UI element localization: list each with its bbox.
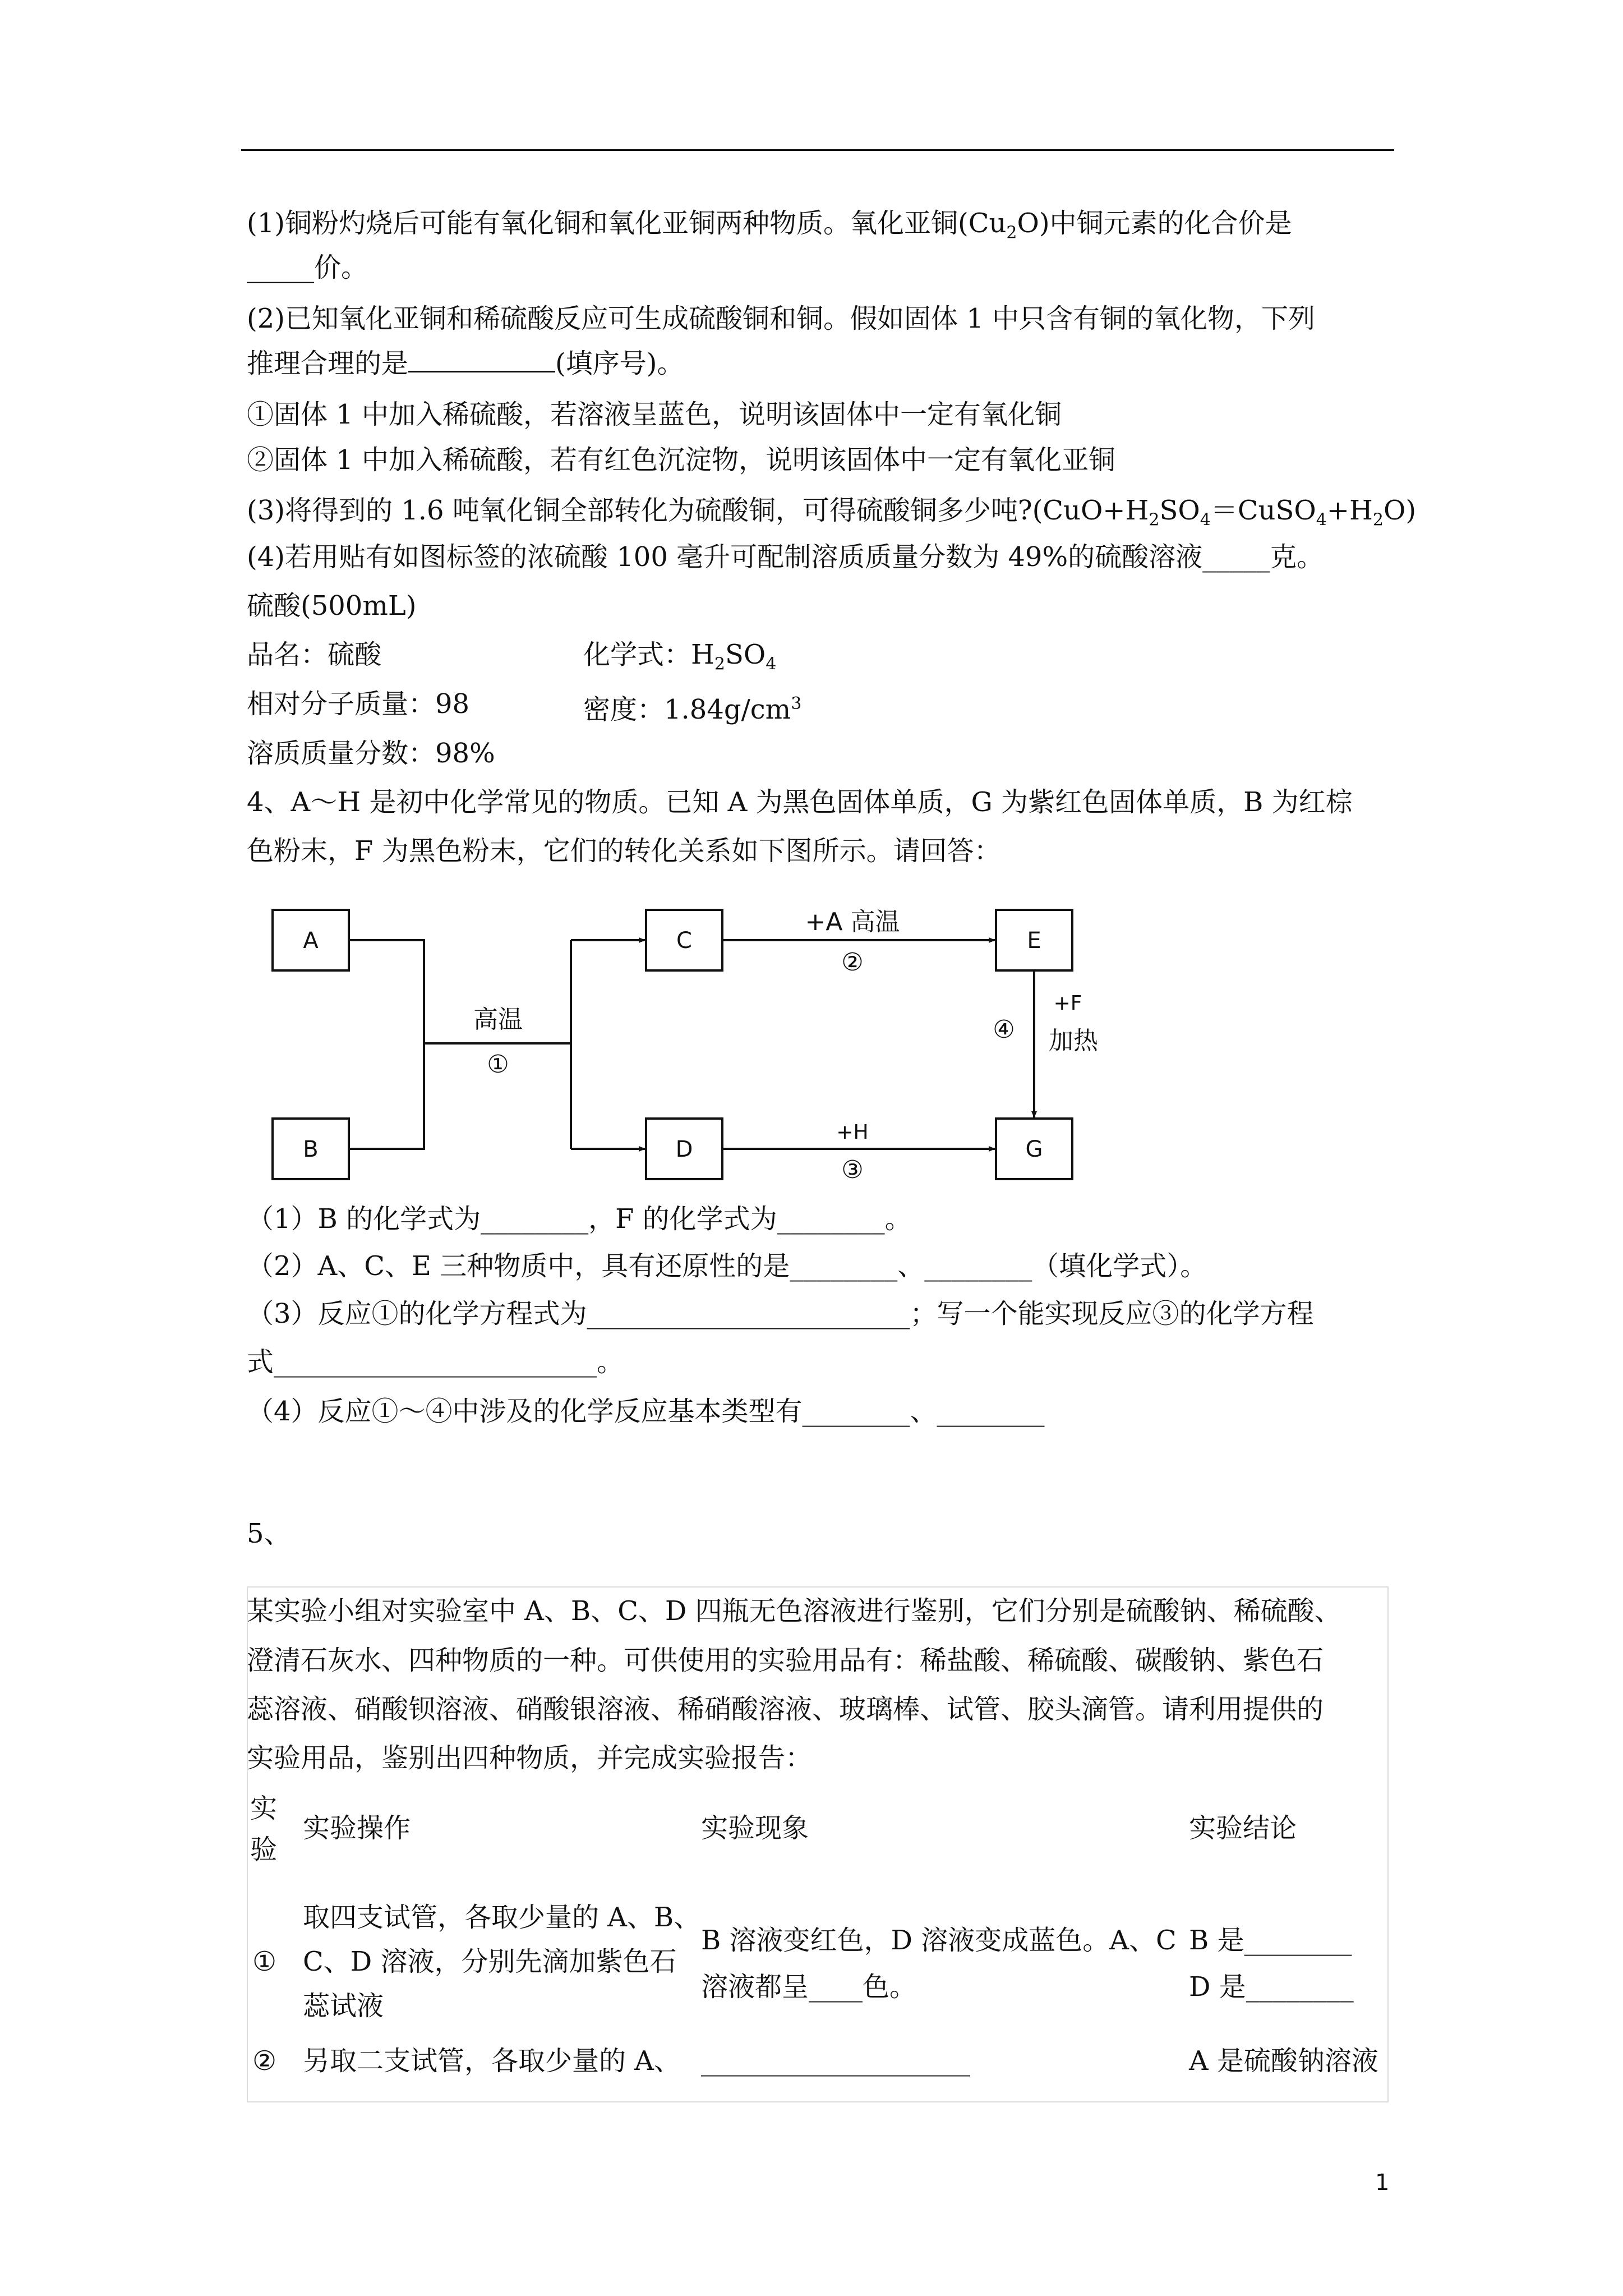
row2-operation: 另取二支试管，各取少量的 A、 [303, 2045, 681, 2077]
reaction4-condition-reagent: +F [1053, 992, 1082, 1015]
q3-sub1-line1: (1)铜粉灼烧后可能有氧化铜和氧化亚铜两种物质。氧化亚铜$(Cu_2O)$中铜元素的化合价是 [247, 208, 1292, 243]
label-c: C [676, 928, 692, 954]
header-col0-line2: 验 [250, 1834, 278, 1865]
reaction4-condition-heat: 加热 [1049, 1027, 1098, 1055]
label-name: 品名：硫酸 [247, 639, 382, 670]
q4-sub2: （2）A、C、E 三种物质中，具有还原性的是________、________（填化学式）。 [247, 1250, 1207, 1282]
label-title: 硫酸(500mL) [247, 590, 417, 622]
q4-sub4: （4）反应①～④中涉及的化学反应基本类型有________、________ [247, 1396, 1045, 1427]
q4-sub1: （1）B 的化学式为________，F 的化学式为________。 [247, 1203, 912, 1235]
option-2: ②固体 1 中加入稀硫酸，若有红色沉淀物，说明该固体中一定有氧化亚铜 [247, 444, 1116, 476]
label-g: G [1025, 1137, 1043, 1162]
q4-sub3-line2: 式________________________。 [247, 1346, 624, 1378]
q4-sub3-line1: （3）反应①的化学方程式为________________________；写一个能实现反应③的化学方程 [247, 1298, 1314, 1329]
row1-conclusion-line2: D 是________ [1189, 1971, 1354, 2003]
page-number: 1 [1375, 2170, 1390, 2196]
q5-number: 5、 [247, 1518, 291, 1549]
reaction2-number: ② [841, 948, 864, 977]
reaction1-condition: 高温 [473, 1005, 523, 1034]
label-mass-fraction: 溶质质量分数：98% [247, 738, 495, 769]
header-rule [241, 149, 1394, 151]
label-e: E [1027, 928, 1041, 954]
reaction2-condition: +A 高温 [805, 908, 900, 936]
row1-phenomenon-line2: 溶液都呈____色。 [701, 1971, 917, 2003]
reaction3-condition: +H [836, 1121, 869, 1144]
header-conclusion: 实验结论 [1189, 1812, 1297, 1844]
header-phenomenon: 实验现象 [701, 1812, 809, 1844]
conversion-diagram [264, 898, 1127, 1184]
row1-phenomenon-line1: B 溶液变红色，D 溶液变成蓝色。A、C [701, 1925, 1177, 1956]
header-operation: 实验操作 [303, 1812, 411, 1844]
q4-intro-line1: 4、A～H 是初中化学常见的物质。已知 A 为黑色固体单质，G 为紫红色固体单质，B 为红棕 [247, 786, 1353, 818]
reaction3-number: ③ [841, 1156, 864, 1184]
q3-sub1-line2: _____价。 [247, 252, 368, 283]
label-formula: 化学式：$H_2SO_4$ [583, 639, 777, 674]
q4-intro-line2: 色粉末，F 为黑色粉末，它们的转化关系如下图所示。请回答： [247, 835, 1001, 867]
label-a: A [303, 928, 319, 954]
q5-para-line2: 澄清石灰水、四种物质的一种。可供使用的实验用品有：稀盐酸、稀硫酸、碳酸钠、紫色石 [247, 1645, 1324, 1676]
label-density: 密度：$1.84g/cm^3$ [583, 694, 802, 725]
row1-operation-line3: 蕊试液 [303, 1990, 384, 2022]
row1-conclusion-line1: B 是________ [1189, 1925, 1352, 1956]
merge-line [349, 940, 424, 1149]
answer-blank [408, 346, 555, 372]
q3-sub2-line2: 推理合理的是 (填序号)。 [247, 346, 684, 380]
row1-number: ① [252, 1946, 277, 1977]
q3-sub2-line1: (2)已知氧化亚铜和稀硫酸反应可生成硫酸铜和铜。假如固体 1 中只含有铜的氧化物，下列 [247, 303, 1316, 334]
q5-para-line1: 某实验小组对实验室中 A、B、C、D 四瓶无色溶液进行鉴别，它们分别是硫酸钠、稀硫酸、 [247, 1595, 1341, 1627]
reaction4-number: ④ [993, 1015, 1015, 1044]
header-col0-line1: 实 [250, 1793, 278, 1824]
row1-operation-line2: C、D 溶液，分别先滴加紫色石 [303, 1946, 677, 1977]
option-1: ①固体 1 中加入稀硫酸，若溶液呈蓝色，说明该固体中一定有氧化铜 [247, 399, 1062, 430]
q5-para-line4: 实验用品，鉴别出四种物质，并完成实验报告： [247, 1742, 813, 1774]
row1-operation-line1: 取四支试管，各取少量的 A、B、 [303, 1902, 701, 1933]
label-b: B [303, 1137, 319, 1162]
row2-phenomenon: ____________________ [701, 2045, 970, 2077]
q5-para-line3: 蕊溶液、硝酸钡溶液、硝酸银溶液、稀硝酸溶液、玻璃棒、试管、胶头滴管。请利用提供的 [247, 1694, 1324, 1725]
label-molar-mass: 相对分子质量：98 [247, 688, 470, 720]
q3-sub3: (3)将得到的 1.6 吨氧化铜全部转化为硫酸铜，可得硫酸铜多少吨$?(CuO+H_2SO_4=CuSO_4+H_2O)$ [247, 495, 1417, 530]
reaction1-number: ① [487, 1050, 509, 1079]
row2-number: ② [252, 2045, 277, 2077]
label-d: D [675, 1137, 693, 1162]
q3-sub4: (4)若用贴有如图标签的浓硫酸 100 毫升可配制溶质质量分数为 49%的硫酸溶液_____克。 [247, 541, 1324, 573]
row2-conclusion: A 是硫酸钠溶液 [1189, 2045, 1378, 2077]
